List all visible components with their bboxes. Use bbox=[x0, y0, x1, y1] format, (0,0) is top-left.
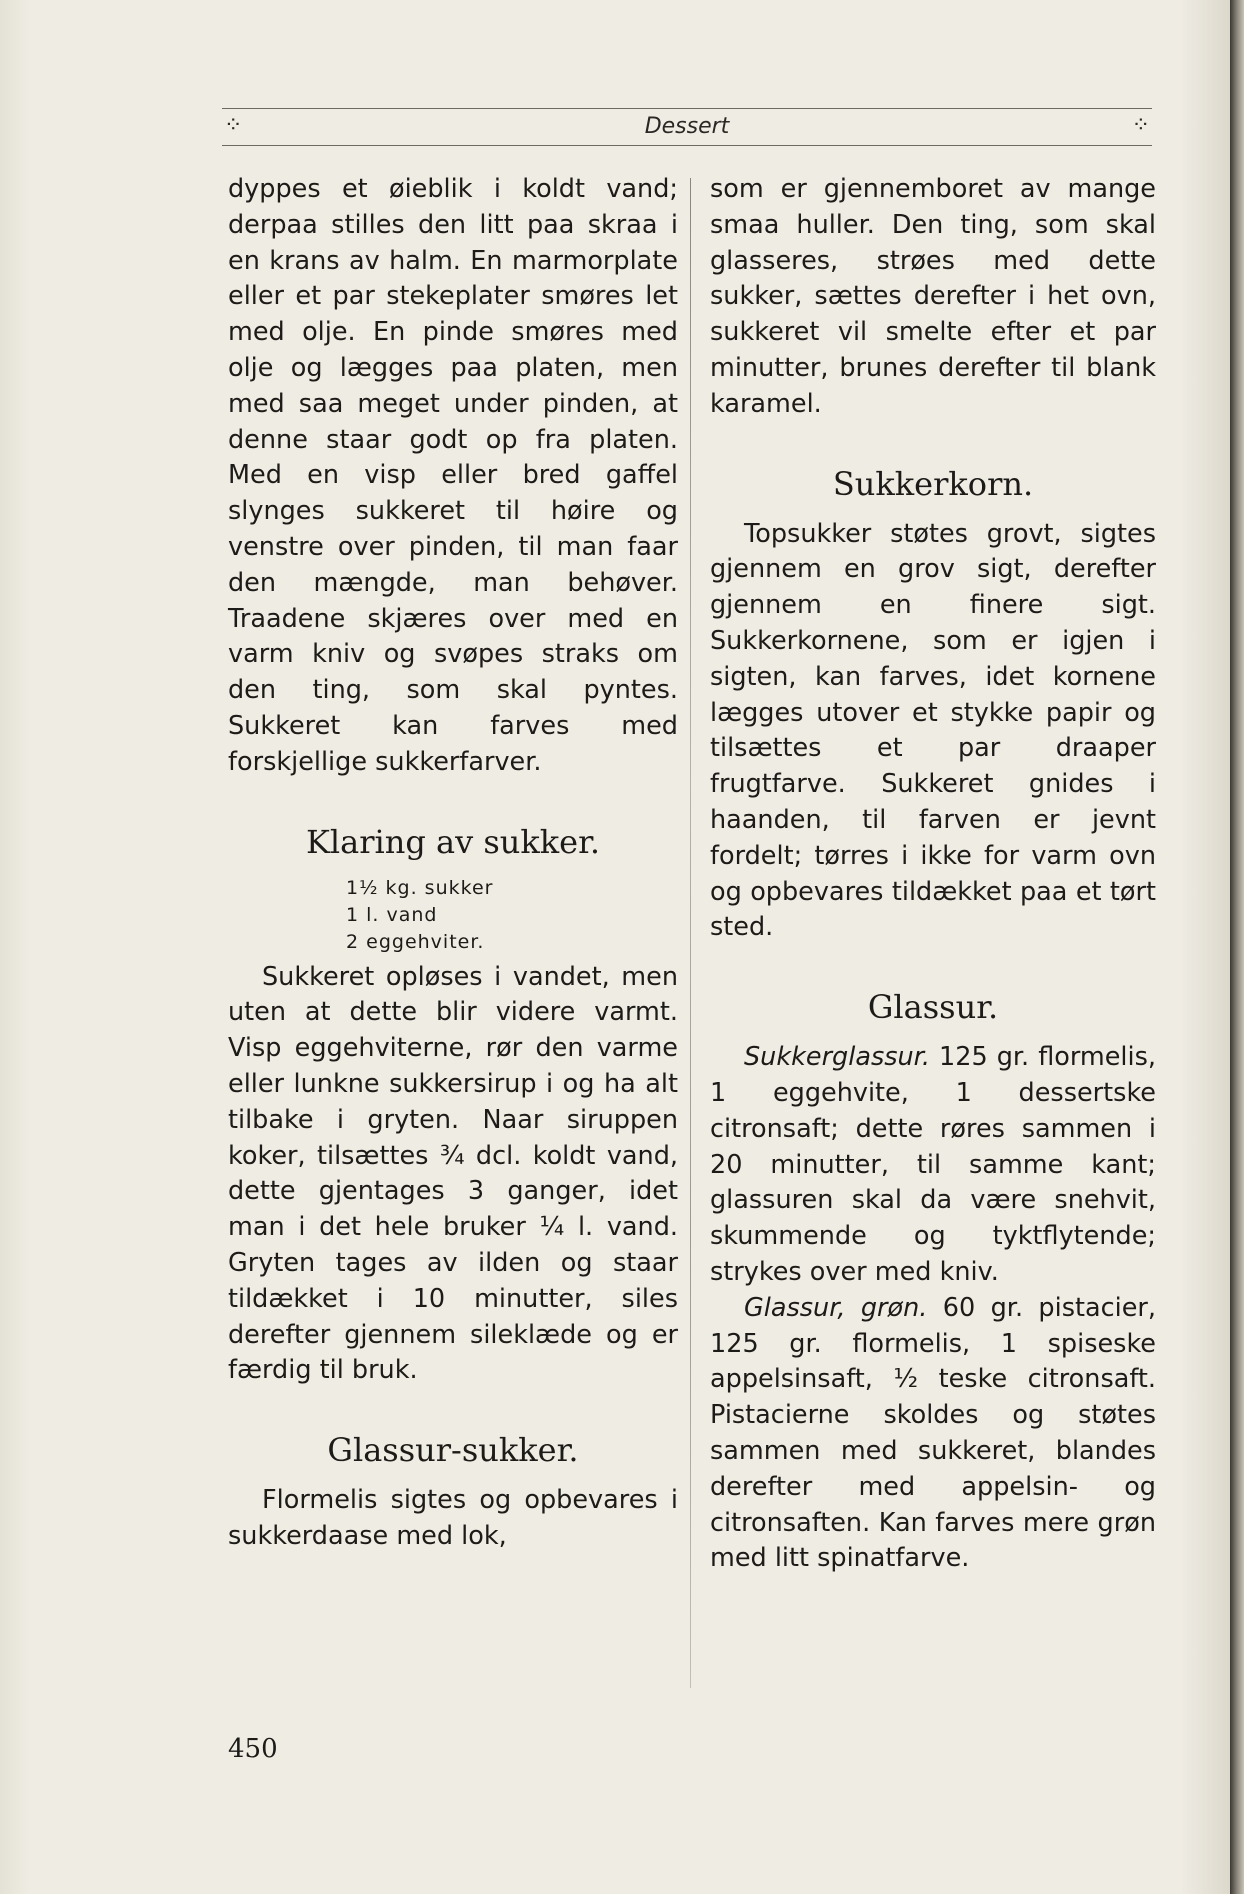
paragraph bbox=[710, 1291, 1156, 1577]
left-column bbox=[228, 172, 678, 1555]
recipe-text: 60 gr. pistacier, 125 gr. flormelis, 1 spiseske appelsinsaft, ½ teske citronsaft. Pistacierne skoldes og støtes sammen med sukkeret, blandes derefter med appelsin- og citronsaften. Kan farves mere grøn med litt spinatfarve. bbox=[710, 1292, 1156, 1574]
book-edge bbox=[1230, 0, 1244, 1894]
paragraph: Sukkeret opløses i vandet, men uten at dette blir videre varmt. Visp eggehviterne, rør den varme eller lunkne sukkersirup i og ha alt tilbake i gryten. Naar siruppen koker, tilsættes ¾ dcl. koldt vand, dette gjentages 3 ganger, idet man i det hele bruker ¼ l. vand. Gryten tages av ilden og staar tildækket i 10 minutter, siles derefter gjennem sileklæde og er færdig til bruk. bbox=[228, 961, 678, 1386]
section-heading-glassur: Glassur. bbox=[867, 988, 999, 1027]
ornament-right-icon: ⁘ bbox=[1131, 113, 1150, 138]
paragraph: som er gjennemboret av mange smaa huller. Den ting, som skal glasseres, strøes med dette sukker, sættes derefter i het ovn, sukkeret vil smelte efter et par minutter, brunes derefter til blank karamel. bbox=[710, 174, 1156, 419]
ingredient-item: 1 l. vand bbox=[346, 903, 438, 926]
running-header-title: Dessert bbox=[644, 114, 730, 139]
section-heading-sukkerkorn: Sukkerkorn. bbox=[832, 464, 1034, 503]
paragraph: Topsukker støtes grovt, sigtes gjennem en grov sigt, derefter gjennem en finere sigt. Sukkerkornene, som er igjen i sigten, kan farves, idet kornene lægges utover et stykke papir og tilsættes et par draaper frugtfarve. Sukkeret gnides i haanden, til farven er jevnt fordelt; tørres i ikke for varm ovn og opbevares tildækket paa et tørt sted. bbox=[710, 518, 1156, 943]
recipe-label: Sukkerglassur. bbox=[744, 1042, 930, 1073]
recipe-text: 125 gr. flormelis, 1 eggehvite, 1 dessertske citronsaft; dette røres sammen i 20 minutter, til samme kant; glassuren skal da være snehvit, skummende og tyktflytende; strykes over med kniv. bbox=[710, 1042, 1156, 1287]
recipe-label: Glassur, grøn. bbox=[744, 1292, 928, 1323]
page-number: 450 bbox=[228, 1734, 278, 1764]
ingredient-item: 2 eggehviter. bbox=[346, 930, 485, 953]
section-heading-glassursukker: Glassur-sukker. bbox=[327, 1431, 579, 1470]
section-heading-klaring: Klaring av sukker. bbox=[305, 822, 601, 861]
paragraph: Flormelis sigtes og opbevares i sukkerdaase med lok, bbox=[228, 1485, 678, 1551]
ornament-left-icon: ⁘ bbox=[224, 113, 243, 138]
ingredient-list bbox=[228, 875, 678, 956]
column-divider bbox=[690, 178, 691, 1688]
paragraph bbox=[710, 1040, 1156, 1291]
ingredient-item: 1½ kg. sukker bbox=[346, 876, 494, 899]
running-header bbox=[222, 108, 1152, 146]
paragraph: dyppes et øieblik i koldt vand; derpaa stilles den litt paa skraa i en krans av halm. En marmorplate eller et par stekeplater smøres let med olje. En pinde smøres med olje og lægges paa platen, men med saa meget under pinden, at denne staar godt op fra platen. Med en visp eller bred gaffel slynges sukkeret til høire og venstre over pinden, til man faar den mængde, man behøver. Traadene skjæres over med en varm kniv og svøpes straks om den ting, som skal pyntes. Sukkeret kan farves med forskjellige sukkerfarver. bbox=[228, 174, 678, 777]
right-column bbox=[710, 172, 1156, 1577]
